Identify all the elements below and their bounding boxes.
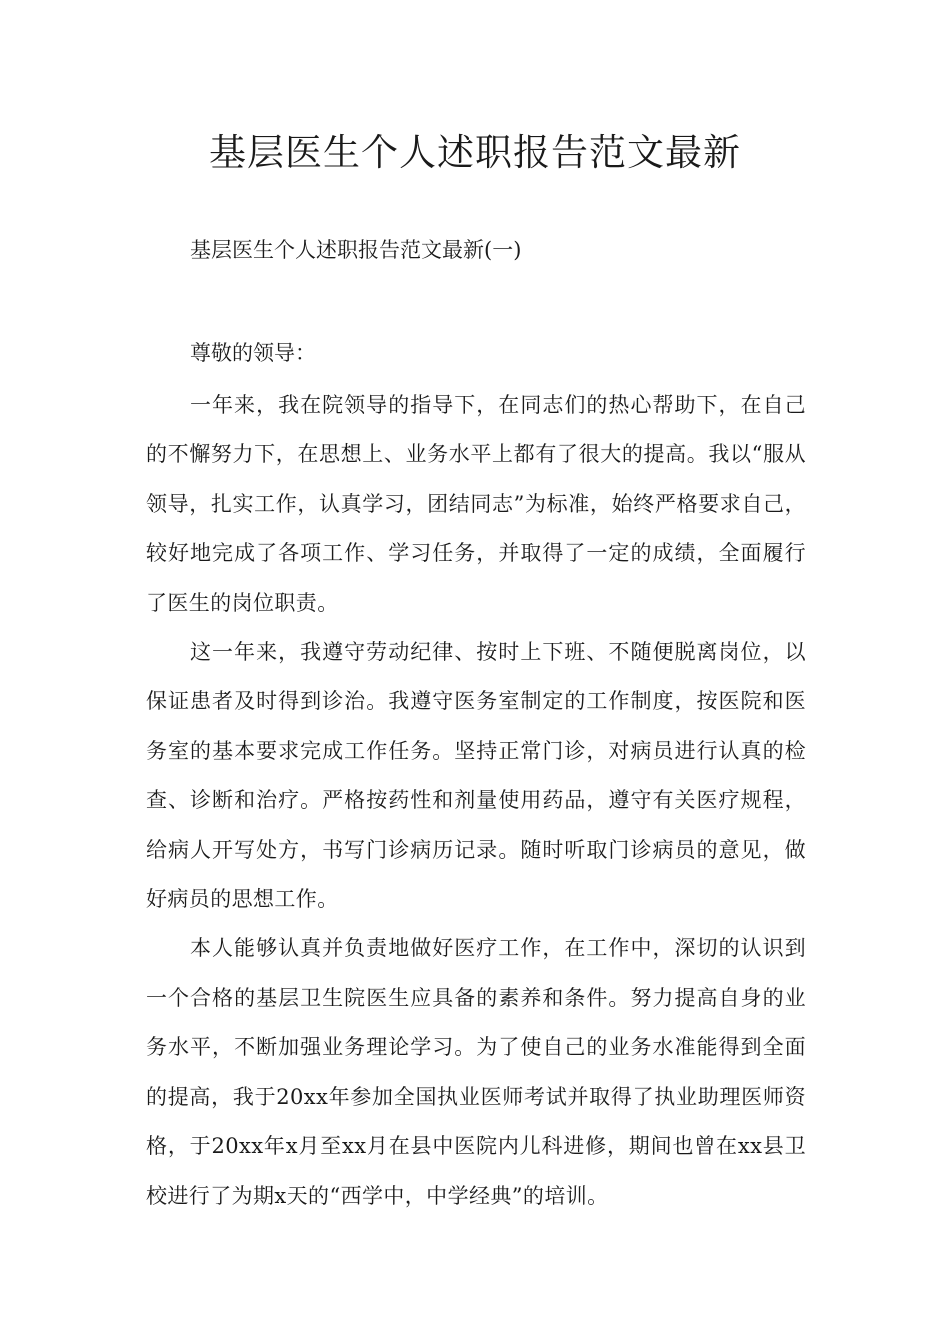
body-paragraph-2: 这一年来，我遵守劳动纪律、按时上下班、不随便脱离岗位，以保证患者及时得到诊治。我遵守医务室制定的工作制度，按医院和医务室的基本要求完成工作任务。坚持正常门诊，对病员进行认真的检查、诊断和治疗。严格按药性和剂量使用药品，遵守有关医疗规程，给病人开写处方，书写门诊病历记录。随时听取门诊病员的意见，做好病员的思想工作。 [146, 640, 806, 912]
body-paragraph-3: 本人能够认真并负责地做好医疗工作，在工作中，深切的认识到一个合格的基层卫生院医生应具备的素养和条件。努力提高自身的业务水平，不断加强业务理论学习。为了使自己的业务水准能得到全面的提高，我于20xx年参加全国执业医师考试并取得了执业助理医师资格，于20xx年x月至xx月在县中医院内儿科进修，期间也曾在xx县卫校进行了为期x天的“西学中，中学经典”的培训。 [146, 936, 806, 1208]
document-subtitle: 基层医生个人述职报告范文最新(一) [190, 238, 522, 262]
salutation: 尊敬的领导： [190, 341, 316, 365]
body-paragraph-1: 一年来，我在院领导的指导下，在同志们的热心帮助下，在自己的不懈努力下，在思想上、业务水平上都有了很大的提高。我以“服从领导，扎实工作，认真学习，团结同志”为标准，始终严格要求自己，较好地完成了各项工作、学习任务，并取得了一定的成绩，全面履行了医生的岗位职责。 [146, 393, 806, 615]
document-body [146, 381, 806, 1221]
document-title: 基层医生个人述职报告范文最新 [209, 131, 741, 174]
